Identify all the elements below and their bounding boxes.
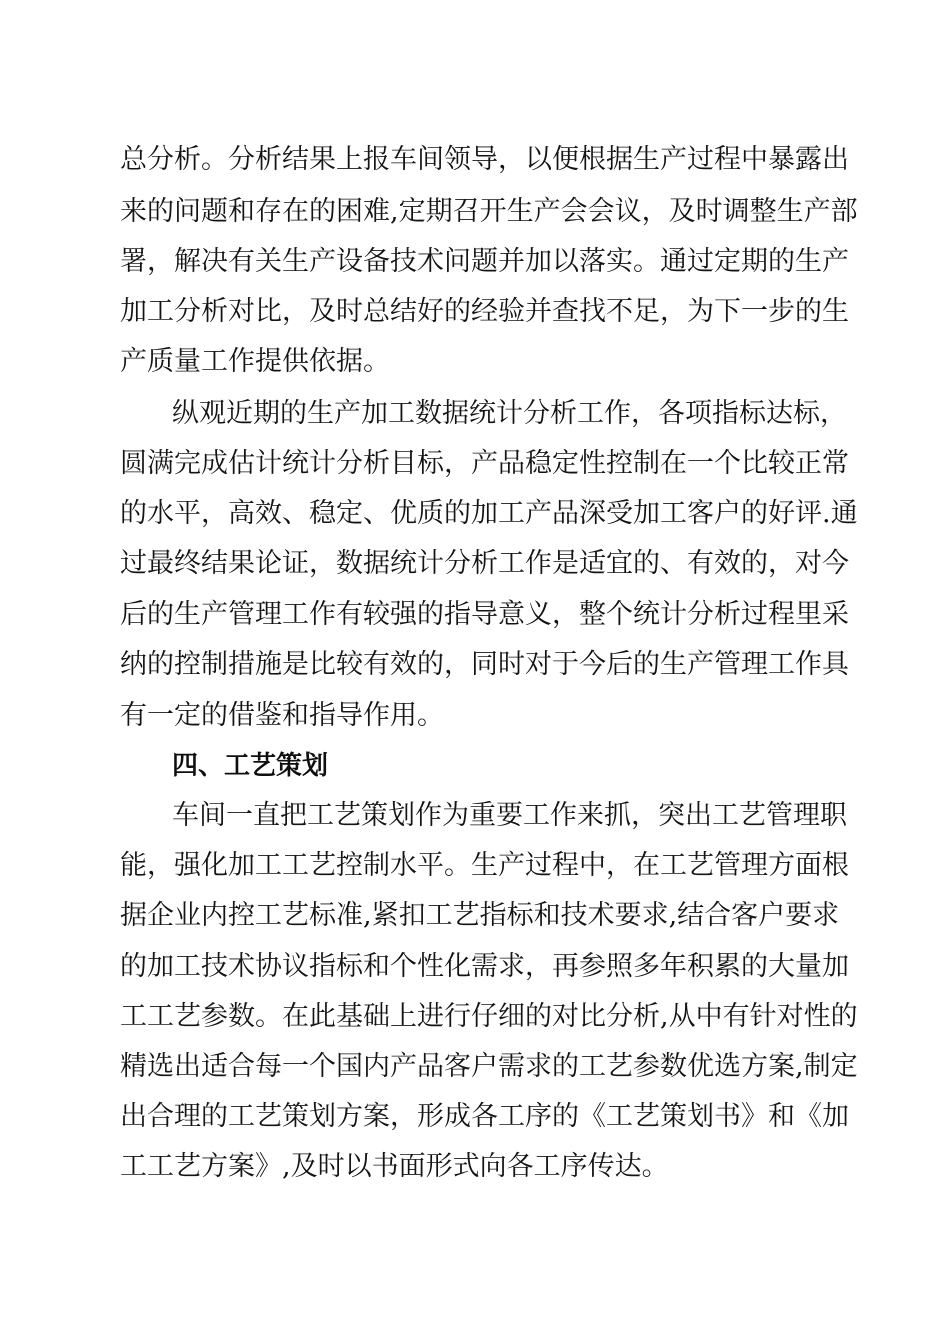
paragraph-3-line-2: 能，强化加工工艺控制水平。生产过程中，在工艺管理方面根	[120, 850, 849, 881]
paragraph-2-line-4: 过最终结果论证，数据统计分析工作是适宜的、有效的，对今	[120, 548, 849, 579]
paragraph-3-line-4: 的加工技术协议指标和个性化需求，再参照多年积累的大量加	[120, 951, 849, 982]
paragraph-1-line-5: 产质量工作提供依据。	[120, 346, 390, 377]
paragraph-2-line-6: 纳的控制措施是比较有效的，同时对于今后的生产管理工作具	[120, 649, 849, 680]
paragraph-3-line-1: 车间一直把工艺策划作为重要工作来抓，突出工艺管理职	[172, 800, 847, 831]
paragraph-3-line-6: 精选出适合每一个国内产品客户需求的工艺参数优选方案,制定	[120, 1051, 858, 1082]
paragraph-2-line-2: 圆满完成估计统计分析目标，产品稳定性控制在一个比较正常	[120, 448, 849, 479]
paragraph-1-line-2: 来的问题和存在的困难,定期召开生产会会议，及时调整生产部	[120, 196, 858, 227]
paragraph-2-line-3: 的水平，高效、稳定、优质的加工产品深受加工客户的好评.通	[120, 498, 858, 529]
paragraph-1-line-4: 加工分析对比，及时总结好的经验并查找不足，为下一步的生	[120, 296, 849, 327]
paragraph-2-line-5: 后的生产管理工作有较强的指导意义，整个统计分析过程里采	[120, 599, 849, 630]
paragraph-2-line-7: 有一定的借鉴和指导作用。	[120, 700, 444, 731]
paragraph-3-line-7: 出合理的工艺策划方案，形成各工序的《工艺策划书》和《加	[120, 1101, 849, 1132]
paragraph-1-line-3: 署，解决有关生产设备技术问题并加以落实。通过定期的生产	[120, 246, 849, 277]
paragraph-3-line-5: 工工艺参数。在此基础上进行仔细的对比分析,从中有针对性的	[120, 1001, 858, 1032]
section-heading: 四、工艺策划	[172, 751, 329, 781]
paragraph-2-line-1: 纵观近期的生产加工数据统计分析工作，各项指标达标，	[172, 398, 847, 429]
paragraph-3-line-8: 工工艺方案》,及时以书面形式向各工序传达。	[120, 1151, 669, 1182]
paragraph-3-line-3: 据企业内控工艺标准,紧扣工艺指标和技术要求,结合客户要求	[120, 900, 840, 931]
paragraph-1-line-1: 总分析。分析结果上报车间领导，以便根据生产过程中暴露出	[120, 144, 849, 175]
